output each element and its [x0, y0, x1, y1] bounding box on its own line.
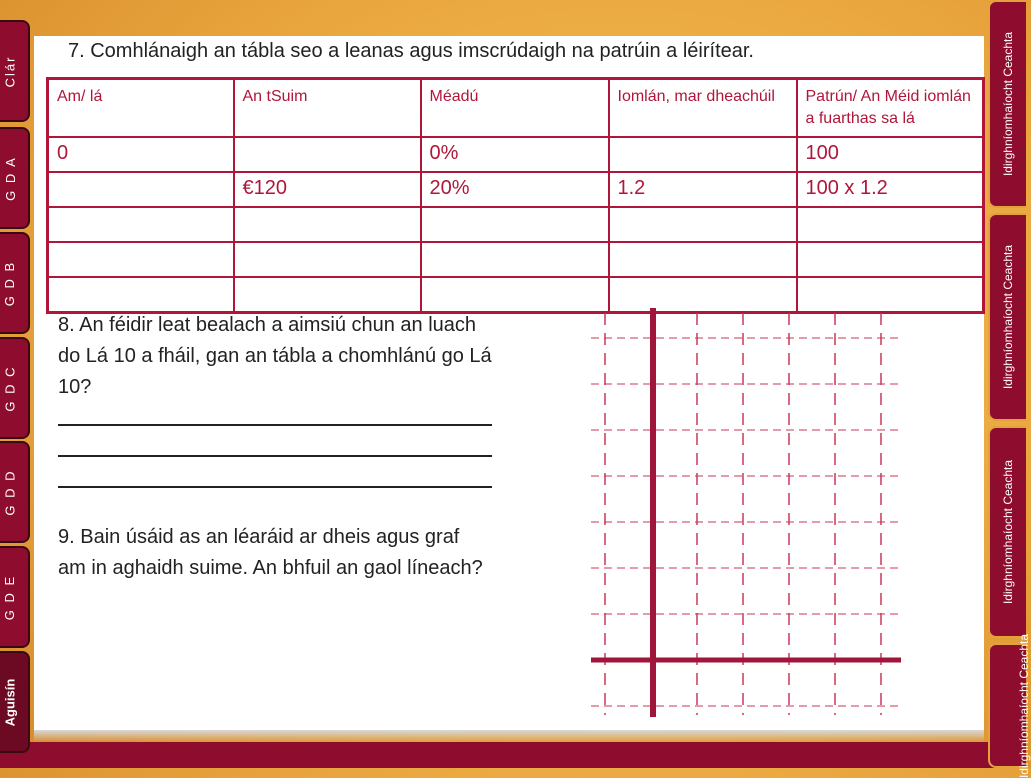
slide-shadow	[34, 730, 984, 742]
nav-tab-gdb[interactable]	[0, 232, 30, 334]
table-cell[interactable]	[234, 277, 421, 313]
table-row	[48, 172, 984, 207]
nav-tab-label: G D D	[2, 468, 18, 516]
nav-tab-gda[interactable]	[0, 127, 30, 229]
grid-vertical-lines	[605, 313, 881, 715]
answer-line-3[interactable]	[58, 486, 492, 488]
lesson-interaction-tab-2[interactable]	[988, 213, 1026, 421]
header-patrun: Patrún/ An Méid iomlán a fuarthas sa lá	[797, 79, 984, 138]
answer-line-2[interactable]	[58, 455, 492, 457]
lesson-tab-label: Idirghníomhaíocht Ceachta	[1001, 459, 1015, 605]
table-cell[interactable]: €120	[234, 172, 421, 207]
table-row	[48, 242, 984, 277]
question-7-heading: 7. Comhlánaigh an tábla seo a leanas agus imscrúdaigh na patrúin a léirítear.	[68, 40, 754, 62]
table-cell[interactable]	[421, 207, 609, 242]
answer-line-1[interactable]	[58, 424, 492, 426]
bottom-band	[0, 742, 1024, 768]
table-cell[interactable]: 100	[797, 137, 984, 172]
nav-tab-aguisin[interactable]	[0, 651, 30, 753]
table-cell[interactable]	[421, 242, 609, 277]
table-header-row	[48, 79, 984, 138]
table-cell[interactable]	[234, 207, 421, 242]
header-an-tsuim: An tSuim	[234, 79, 421, 138]
lesson-interaction-tab-3[interactable]	[988, 426, 1026, 638]
lesson-tab-label: Idirghníomhaíocht Ceachta	[1001, 31, 1015, 177]
grid-horizontal-lines	[591, 338, 901, 706]
nav-tab-label: G D C	[2, 364, 18, 412]
table-cell[interactable]	[234, 242, 421, 277]
header-iomlan: Iomlán, mar dheachúil	[609, 79, 797, 138]
table-cell[interactable]	[234, 137, 421, 172]
table-cell[interactable]	[609, 207, 797, 242]
nav-tab-clar[interactable]	[0, 20, 30, 122]
table-cell[interactable]	[48, 172, 234, 207]
lesson-tab-label: Idirghníomhaíocht Ceachta	[1001, 244, 1015, 390]
table-row	[48, 137, 984, 172]
table-cell[interactable]	[48, 242, 234, 277]
table-row	[48, 207, 984, 242]
table-cell[interactable]	[797, 242, 984, 277]
nav-tab-label: G D B	[2, 260, 18, 306]
table-cell[interactable]: 20%	[421, 172, 609, 207]
blank-graph-grid[interactable]	[585, 305, 905, 720]
nav-tab-label: G D E	[2, 574, 18, 620]
nav-tab-gde[interactable]	[0, 546, 30, 648]
table-cell[interactable]	[421, 277, 609, 313]
question-9-text: 9. Bain úsáid as an léaráid ar dheis agus graf am in aghaidh suime. An bhfuil an gaol líneach?	[58, 526, 483, 579]
table-cell[interactable]	[609, 137, 797, 172]
nav-tab-gdd[interactable]	[0, 441, 30, 543]
lesson-interaction-tab-1[interactable]	[988, 0, 1026, 208]
lesson-tab-label: Idirghníomhaíocht Ceachta	[1016, 633, 1031, 778]
pattern-table	[46, 77, 985, 314]
nav-tab-label: Clár	[2, 55, 18, 87]
table-cell[interactable]: 0%	[421, 137, 609, 172]
lesson-interaction-tab-4[interactable]	[988, 633, 1031, 778]
header-am-la: Am/ lá	[48, 79, 234, 138]
table-cell[interactable]: 100 x 1.2	[797, 172, 984, 207]
table-cell[interactable]: 0	[48, 137, 234, 172]
nav-tab-label: G D A	[2, 155, 18, 201]
nav-tab-gdc[interactable]	[0, 337, 30, 439]
table-cell[interactable]	[48, 277, 234, 313]
table-cell[interactable]	[609, 242, 797, 277]
header-meadu: Méadú	[421, 79, 609, 138]
table-cell[interactable]	[48, 207, 234, 242]
nav-tab-label: Aguisín	[2, 678, 18, 726]
question-8-text: 8. An féidir leat bealach a aimsiú chun an luach do Lá 10 a fháil, gan an tábla a chomhlánú go Lá 10?	[58, 314, 492, 398]
table-cell[interactable]: 1.2	[609, 172, 797, 207]
table-cell[interactable]	[797, 207, 984, 242]
